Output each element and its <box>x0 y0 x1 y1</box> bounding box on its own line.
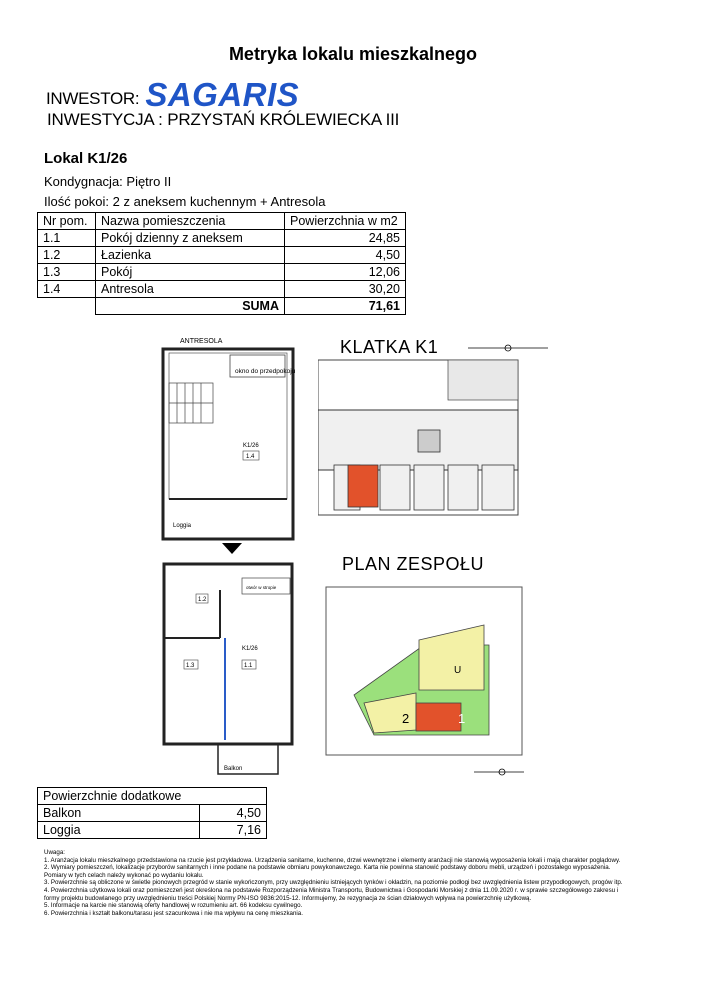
header-cell: Powierzchnia w m2 <box>285 213 406 230</box>
note-item: 3. Powierzchnie są obliczone w świetle pionowych przegród w stanie wykończonym, przy uwzględnieniu istniejących tynków i okładzin, na poziomie podłogi bez uwzględnienia listew przypodłogowych, progów itp. <box>44 879 623 887</box>
table-header-row <box>38 788 267 805</box>
notes-heading: Uwaga: <box>44 849 65 856</box>
sum-value: 71,61 <box>285 298 406 315</box>
room-name: Łazienka <box>96 247 285 264</box>
table-row <box>38 822 267 839</box>
note-item: 5. Informacje na karcie nie stanowią oferty handlowej w rozumieniu art. 66 kodeksu cywilnego. <box>44 902 303 910</box>
room-number: 1.2 <box>38 247 96 264</box>
table-row <box>38 281 406 298</box>
investment-name: INWESTYCJA : PRZYSTAŃ KRÓLEWIECKA III <box>47 110 400 129</box>
highlighted-unit <box>348 465 378 507</box>
investor-line <box>46 76 299 114</box>
sum-row <box>38 298 406 315</box>
notes-section <box>44 849 624 917</box>
unit-code-lower: K1/26 <box>242 646 258 652</box>
room-number: 1.3 <box>38 264 96 281</box>
page-title: Metryka lokalu mieszkalnego <box>228 44 478 64</box>
room-name: Pokój <box>96 264 285 281</box>
ceiling-note: otwór w stropie <box>246 585 277 590</box>
table-row <box>38 247 406 264</box>
table-row <box>38 805 267 822</box>
investor-brand-logo: SAGARIS <box>145 76 300 113</box>
room-number: 1.4 <box>38 281 96 298</box>
note-item: 4. Powierzchnia użytkowa lokali oraz pomieszczeń jest określona na podstawie Rozporządzenia Ministra Transportu, Budownictwa i Gospodarki Morskiej z dnia 11.09.2020 r. w sprawie szczegółowego zakresu i formy projektu budowlanego przy uwzględnieniu treści Polskiej Normy PN-ISO 9836:2015-12. Informujemy, że rezygnacja ze ścian działowych wpływa na powierzchnię użytkową. <box>44 886 619 902</box>
table-header-row <box>38 213 406 230</box>
note-item: 1. Aranżacja lokalu mieszkalnego przedstawiona na rzucie jest przykładowa. Urządzenia sanitarne, kuchenne, drzwi wewnętrzne i elementy aranżacji nie stanowią wyposażenia lokali i mają charakter poglądowy. <box>44 856 621 864</box>
room-label-1-1: 1.1 <box>244 663 253 669</box>
site-label-u: U <box>454 665 462 676</box>
antresola-label: ANTRESOLA <box>180 338 223 345</box>
table-row <box>38 230 406 247</box>
unit-name: Lokal K1/26 <box>44 150 128 167</box>
unit-floor: Kondygnacja: Piętro II <box>44 174 172 189</box>
room-number: 1.1 <box>38 230 96 247</box>
additional-areas-table <box>37 787 267 839</box>
rooms-table <box>37 212 406 315</box>
room-area: 24,85 <box>285 230 406 247</box>
area-value: 4,50 <box>199 805 266 822</box>
site-label-1: 1 <box>458 711 466 726</box>
window-note: okno do przedpokoju <box>235 368 296 375</box>
investor-label: INWESTOR: <box>46 89 140 108</box>
stairs-drawing <box>169 383 213 423</box>
klatka-floor-plan <box>318 340 548 540</box>
room-area: 4,50 <box>285 247 406 264</box>
room-name: Antresola <box>96 281 285 298</box>
highlighted-building <box>416 703 461 731</box>
site-plan <box>324 585 524 780</box>
sum-label: SUMA <box>96 298 285 315</box>
header-cell: Nazwa pomieszczenia <box>96 213 285 230</box>
room-name: Pokój dzienny z aneksem <box>96 230 285 247</box>
unit-code-upper: K1/26 <box>243 443 259 449</box>
loggia-label: Loggia <box>173 523 192 529</box>
site-label-2: 2 <box>402 711 410 726</box>
lower-floor-plan <box>160 560 300 780</box>
table-row <box>38 264 406 281</box>
arrow-down-icon <box>222 543 242 555</box>
header-cell: Powierzchnie dodatkowe <box>38 788 267 805</box>
balkon-label: Balkon <box>224 766 243 772</box>
room-label-1-4: 1.4 <box>246 454 255 460</box>
klatka-title: KLATKA K1 <box>340 337 439 357</box>
area-name: Balkon <box>38 805 200 822</box>
header-cell: Nr pom. <box>38 213 96 230</box>
zespol-title: PLAN ZESPOŁU <box>342 554 485 574</box>
note-item: 2. Wymiary pomieszczeń, lokalizacje przyborów sanitarnych i inne podane na podstawie obmiaru powykonawczego. Karta nie powinna stanowić podstawy doboru mebli, urządzeń i pozostałego wyposażenia. Pomiary w tych celach należy wykonać po wydaniu lokalu. <box>44 864 611 879</box>
note-item: 6. Powierzchnia i kształt balkonu/tarasu jest szacunkowa i nie ma wpływu na cenę mieszkania. <box>44 909 303 917</box>
room-area: 12,06 <box>285 264 406 281</box>
room-label-1-2: 1.2 <box>198 597 207 603</box>
antresola-floor-plan <box>155 333 305 553</box>
room-area: 30,20 <box>285 281 406 298</box>
room-label-1-3: 1.3 <box>186 663 195 669</box>
area-value: 7,16 <box>199 822 266 839</box>
unit-rooms-count: Ilość pokoi: 2 z aneksem kuchennym + Antresola <box>44 194 326 209</box>
area-name: Loggia <box>38 822 200 839</box>
